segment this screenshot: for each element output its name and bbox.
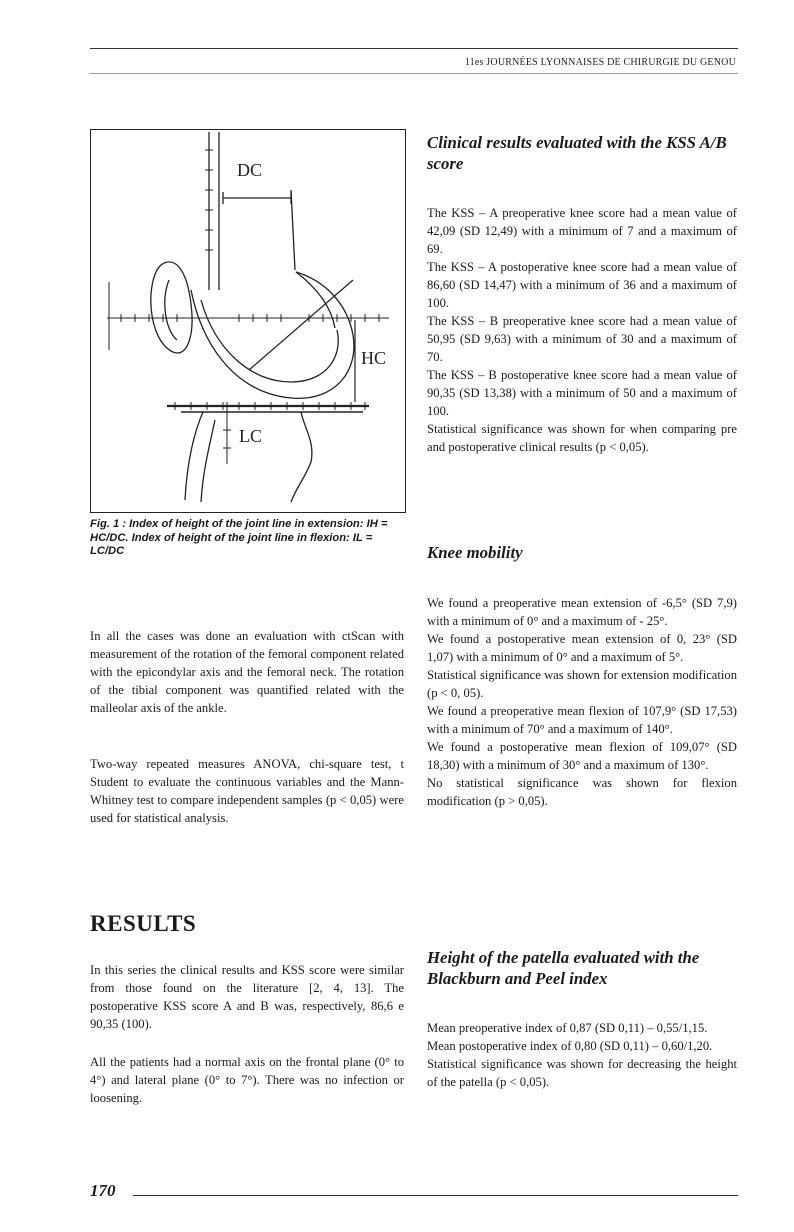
postop-extension: We found a postoperative mean extension of 0, 23° (SD 1,07) with a minimum of 0° and a maximum of 5°. [427,632,737,664]
clinical-significance: Statistical significance was shown for when comparing pre and postoperative clinical results (p < 0,05). [427,422,737,454]
dc-label: DC [237,160,263,180]
header-top-rule [90,48,738,49]
kss-a-preop: The KSS – A preoperative knee score had a mean value of 42,09 (SD 12,49) with a minimum of 7 and a maximum of 69. [427,206,737,256]
knee-mobility-text [427,594,737,810]
lc-label: LC [239,426,263,446]
kss-a-postop: The KSS – A postoperative knee score had a mean value of 86,60 (SD 14,47) with a minimum of 36 and a maximum of 100. [427,260,737,310]
figure-1-radiograph-diagram [90,129,406,513]
preop-patella-index: Mean preoperative index of 0,87 (SD 0,11) – 0,55/1,15. [427,1021,708,1035]
clinical-results-heading: Clinical results evaluated with the KSS A/B score [427,133,727,173]
figure-caption: Fig. 1 : Index of height of the joint line in extension: IH = HC/DC. Index of height of the joint line in flexion: IL = LC/DC [90,518,388,557]
flexion-significance: No statistical significance was shown for flexion modification (p > 0,05). [427,776,737,808]
kss-b-postop: The KSS – B postoperative knee score had a mean value of 90,35 (SD 13,38) with a minimum of 50 and a maximum of 100. [427,368,737,418]
preop-extension: We found a preoperative mean extension of -6,5° (SD 7,9) with a minimum of 0° and a maximum of - 25°. [427,596,737,628]
results-paragraph-1: In this series the clinical results and KSS score were similar from those found on the literature [2, 4, 13]. The postoperative KSS score A and B was, respectively, 86,6 e 90,35 (100). [90,963,404,1031]
patella-significance: Statistical significance was shown for decreasing the height of the patella (p < 0,05). [427,1057,737,1089]
knee-mobility-heading: Knee mobility [427,543,523,562]
postop-flexion: We found a postoperative mean flexion of 109,07° (SD 18,30) with a minimum of 30° and a maximum of 130°. [427,740,737,772]
results-paragraph-2: All the patients had a normal axis on the frontal plane (0° to 4°) and lateral plane (0° to 7°). There was no infection or loosening. [90,1055,404,1105]
kss-b-preop: The KSS – B preoperative knee score had a mean value of 50,95 (SD 9,63) with a minimum of 30 and a maximum of 70. [427,314,737,364]
patella-outline [151,262,192,353]
patella-height-heading: Height of the patella evaluated with the Blackburn and Peel index [427,948,700,988]
methods-paragraph-1: In all the cases was done an evaluation with ctScan with measurement of the rotation of the femoral component related with the epicondylar axis and the femoral neck. The rotation of the tibial component was quantified related with the malleolar axis of the ankle. [90,629,404,715]
postop-patella-index: Mean postoperative index of 0,80 (SD 0,11) – 0,60/1,20. [427,1039,713,1053]
patella-height-text [427,1019,737,1091]
running-header: 11es JOURNÉES LYONNAISES DE CHIRURGIE DU GENOU [464,57,736,68]
knee-joint-line-diagram [91,130,407,514]
methods-paragraph-2: Two-way repeated measures ANOVA, chi-square test, t Student to evaluate the continuous variables and the Mann-Whitney test to compare independent samples (p < 0,05) were used for statistical analysis. [90,757,404,825]
extension-significance: Statistical significance was shown for extension modification (p < 0, 05). [427,668,737,700]
results-heading: RESULTS [90,911,197,936]
page-number: 170 [90,1181,116,1200]
tibia-outline [185,412,203,500]
clinical-results-text [427,204,737,456]
hc-label: HC [361,348,387,368]
footer-rule [133,1195,738,1196]
preop-flexion: We found a preoperative mean flexion of 107,9° (SD 17,53) with a minimum of 70° and a maximum of 140°. [427,704,737,736]
header-bottom-rule [90,73,738,74]
